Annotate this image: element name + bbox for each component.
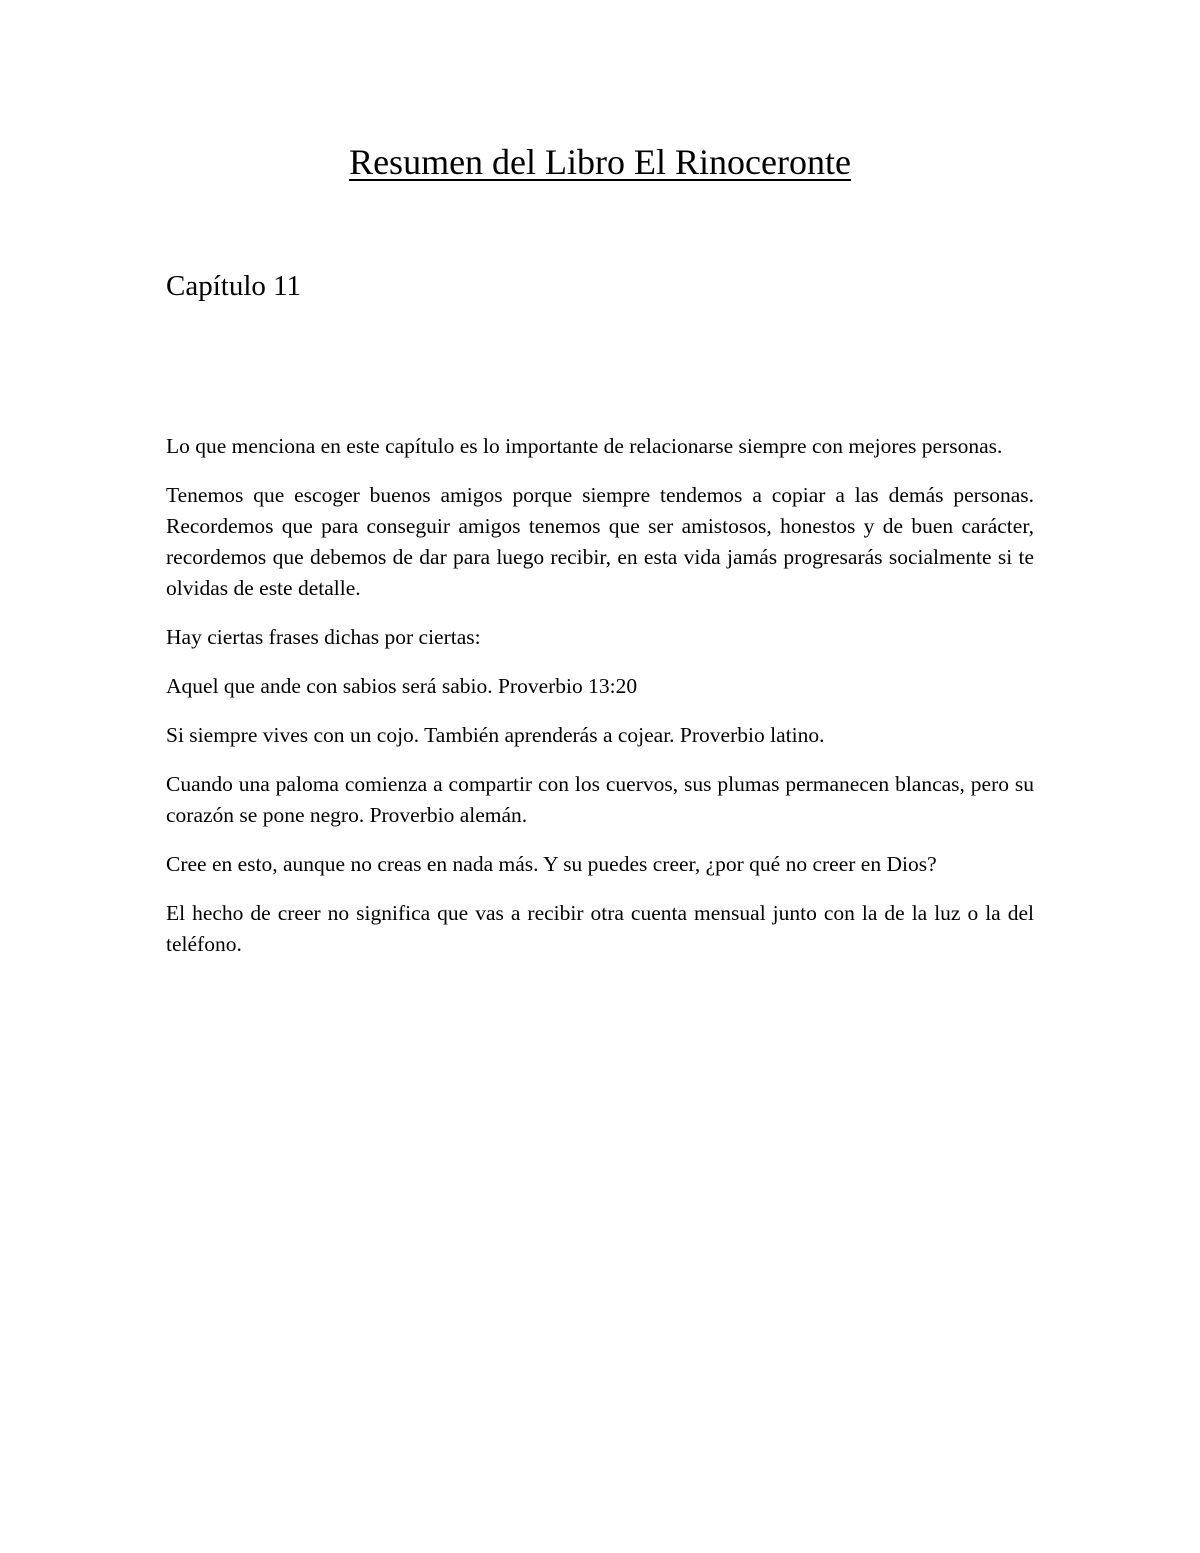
- quote-proverbio-13-20: Aquel que ande con sabios será sabio. Proverbio 13:20: [166, 674, 638, 698]
- chapter-heading: Capítulo 11: [166, 270, 302, 302]
- paragraph-believe: Cree en esto, aunque no creas en nada más. Y su puedes creer, ¿por qué no creer en Dios?: [166, 852, 937, 876]
- document-title: [0, 140, 1200, 184]
- document-body: [166, 431, 1034, 978]
- quote-proverbio-aleman: Cuando una paloma comienza a compartir con los cuervos, sus plumas permanecen blancas, pero su corazón se pone negro. Proverbio alemán.: [166, 772, 1034, 827]
- paragraph-intro: Lo que menciona en este capítulo es lo importante de relacionarse siempre con mejores personas.: [166, 434, 1003, 458]
- paragraph-friends: Tenemos que escoger buenos amigos porque siempre tendemos a copiar a las demás personas. Recordemos que para conseguir amigos tenemos que ser amistosos, honestos y de buen carácter, recordemos que debemos de dar para luego recibir, en esta vida jamás progresarás socialmente si te olvidas de este detalle.: [166, 483, 1034, 600]
- paragraph-phrases-intro: Hay ciertas frases dichas por ciertas:: [166, 625, 481, 649]
- document-title-text: Resumen del Libro El Rinoceronte: [349, 142, 851, 182]
- paragraph-closing: El hecho de creer no significa que vas a recibir otra cuenta mensual junto con la de la luz o la del teléfono.: [166, 901, 1034, 956]
- quote-proverbio-latino: Si siempre vives con un cojo. También aprenderás a cojear. Proverbio latino.: [166, 723, 825, 747]
